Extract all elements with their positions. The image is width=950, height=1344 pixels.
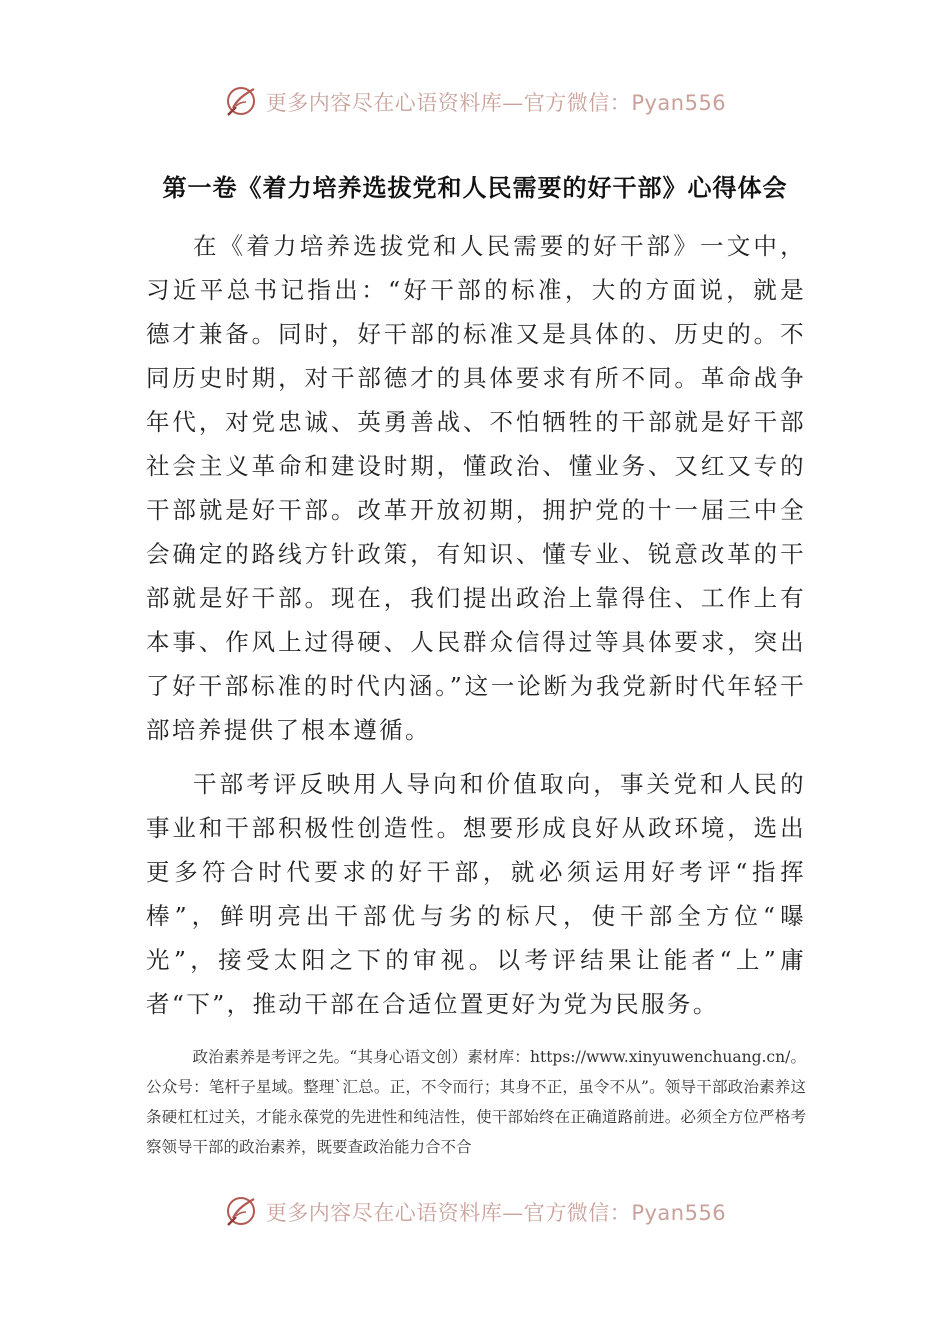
- body-paragraph-2: 干部考评反映用人导向和价值取向，事关党和人民的事业和干部积极性创造性。想要形成良好从政环境，选出更多符合时代要求的好干部，就必须运用好考评“指挥棒”，鲜明亮出干部优与劣的标尺，使干部全方位“曝光”，接受太阳之下的审视。以考评结果让能者“上”庸者“下”，推动干部在合适位置更好为党为民服务。: [146, 770, 806, 1018]
- banner-label: 更多内容尽在心语资料库—官方微信：: [265, 91, 632, 115]
- logo-icon: [224, 1194, 260, 1230]
- page-title: 第一卷《着力培养选拔党和人民需要的好干部》心得体会: [162, 174, 788, 202]
- banner-text: [266, 87, 726, 117]
- banner-label: 更多内容尽在心语资料库—官方微信：: [265, 1201, 632, 1225]
- footer-banner: [0, 1192, 950, 1232]
- logo-icon: [224, 84, 260, 120]
- banner-wechat-id: Pyan556: [631, 91, 727, 115]
- body-paragraph-1: 在《着力培养选拔党和人民需要的好干部》一文中，习近平总书记指出：“好干部的标准，大的方面说，就是德才兼备。同时，好干部的标准又是具体的、历史的。不同历史时期，对干部德才的具体要求有所不同。革命战争年代，对党忠诚、英勇善战、不怕牺牲的干部就是好干部社会主义革命和建设时期，懂政治、懂业务、又红又专的干部就是好干部。改革开放初期，拥护党的十一届三中全会确定的路线方针政策，有知识、懂专业、锐意改革的干部就是好干部。现在，我们提出政治上靠得住、工作上有本事、作风上过得硬、人民群众信得过等具体要求，突出了好干部标准的时代内涵。”这一论断为我党新时代年轻干部培养提供了根本遵循。: [146, 232, 806, 744]
- header-banner: [0, 82, 950, 122]
- small-print-paragraph: 政治素养是考评之先。“其身心语文创）素材库：https://www.xinyuwenchuang.cn/。公众号：笔杆子星域。整理`汇总。正，不令而行；其身不正，虽令不从”。领导干部政治素养这条硬杠杠过关，才能永葆党的先进性和纯洁性，使干部始终在正确道路前进。必须全方位严格考察领导干部的政治素养，既要查政治能力合不合: [146, 1048, 806, 1156]
- banner-wechat-id: Pyan556: [631, 1201, 727, 1225]
- banner-text: [266, 1197, 726, 1227]
